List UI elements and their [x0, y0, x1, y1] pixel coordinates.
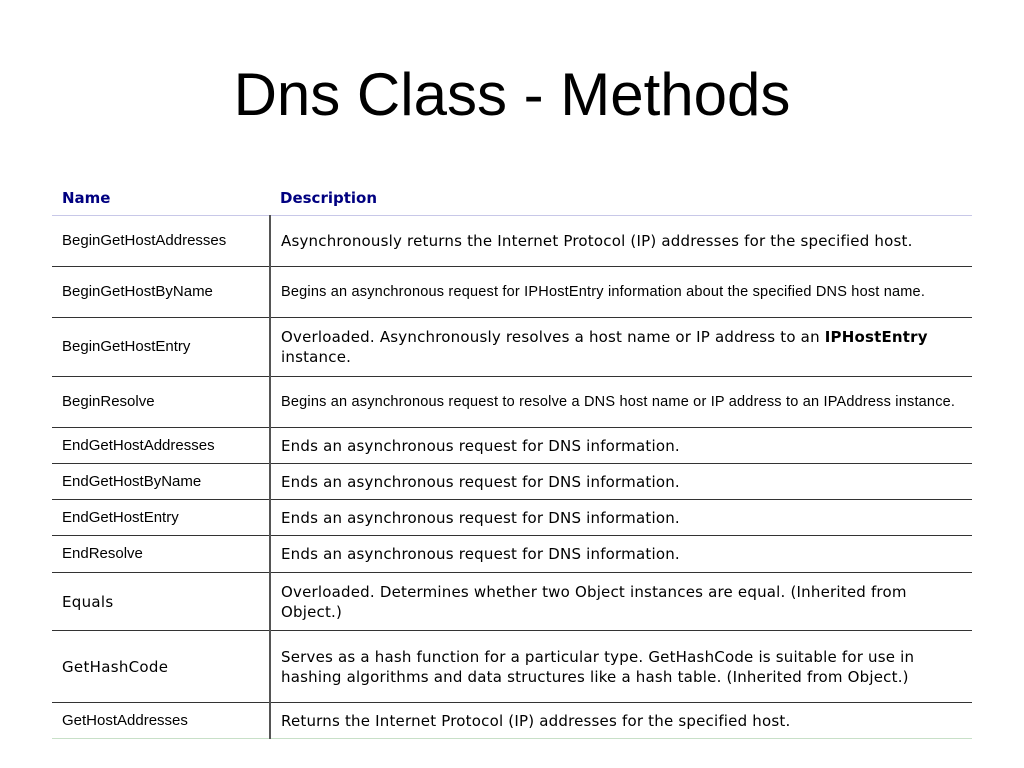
method-description: Overloaded. Determines whether two Object instances are equal. (Inherited from Object.) — [270, 573, 972, 631]
method-name: BeginGetHostEntry — [52, 318, 270, 377]
method-description: Returns the Internet Protocol (IP) addresses for the specified host. — [270, 703, 972, 739]
table-header-row — [52, 180, 972, 216]
method-name: Equals — [52, 573, 270, 631]
method-description: Ends an asynchronous request for DNS information. — [270, 500, 972, 536]
column-header-description: Description — [270, 180, 972, 216]
method-name: EndResolve — [52, 536, 270, 573]
table-row — [52, 573, 972, 631]
method-name: GetHostAddresses — [52, 703, 270, 739]
method-description — [270, 318, 972, 377]
table-row — [52, 318, 972, 377]
methods-table — [52, 180, 972, 739]
description-text: Overloaded. Asynchronously resolves a host name or IP address to an — [281, 328, 825, 346]
column-header-name: Name — [52, 180, 270, 216]
method-description: Begins an asynchronous request for IPHostEntry information about the specified DNS host name. — [270, 267, 972, 318]
method-description: Ends an asynchronous request for DNS information. — [270, 428, 972, 464]
slide-title: Dns Class - Methods — [233, 61, 791, 128]
method-description: Ends an asynchronous request for DNS information. — [270, 536, 972, 573]
method-description: Asynchronously returns the Internet Protocol (IP) addresses for the specified host. — [281, 232, 913, 250]
method-name: BeginResolve — [52, 377, 270, 428]
table-row — [52, 536, 972, 573]
table-row — [52, 703, 972, 739]
description-text: instance. — [281, 348, 352, 366]
method-name: EndGetHostByName — [52, 464, 270, 500]
method-description: Begins an asynchronous request to resolve a DNS host name or IP address to an IPAddress instance. — [270, 377, 972, 428]
method-description: Ends an asynchronous request for DNS information. — [270, 464, 972, 500]
table-row — [52, 464, 972, 500]
table-row — [52, 267, 972, 318]
method-name: EndGetHostEntry — [52, 500, 270, 536]
method-name: BeginGetHostAddresses — [52, 216, 270, 267]
method-name: EndGetHostAddresses — [52, 428, 270, 464]
method-description: Serves as a hash function for a particular type. GetHashCode is suitable for use in hashing algorithms and data structures like a hash table. (Inherited from Object.) — [270, 631, 972, 703]
table-row — [52, 377, 972, 428]
method-name: GetHashCode — [52, 631, 270, 703]
description-bold-text: IPHostEntry — [824, 328, 928, 346]
table-row — [52, 216, 972, 267]
table-row — [52, 428, 972, 464]
method-name: BeginGetHostByName — [52, 267, 270, 318]
table-row — [52, 631, 972, 703]
table-row — [52, 500, 972, 536]
